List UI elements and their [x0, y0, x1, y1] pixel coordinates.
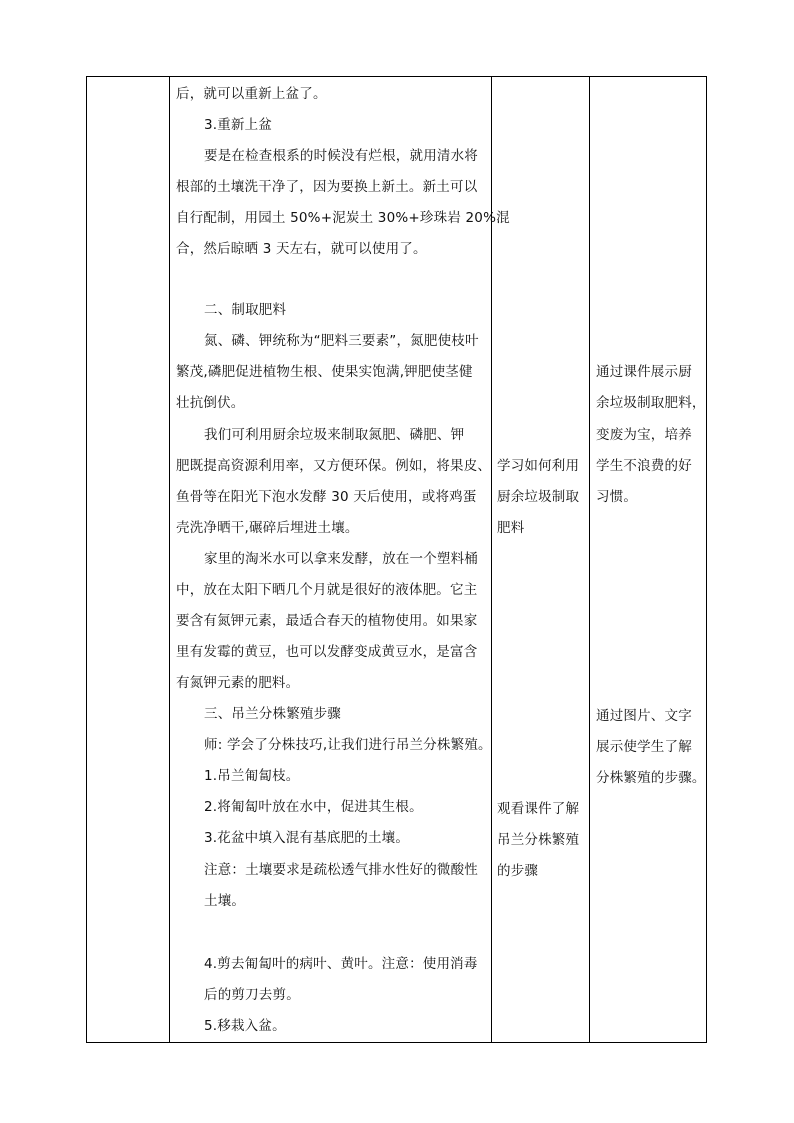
text-line: 自行配制，用园土 50%+泥炭土 30%+珍珠岩 20%混: [176, 210, 510, 226]
text-line: 有氮钾元素的肥料。: [176, 675, 300, 691]
activity-text: 的步骤: [497, 863, 539, 879]
step-item: 4.剪去匍匐叶的病叶、黄叶。注意：使用消毒: [204, 956, 478, 972]
text-line: 中，放在太阳下晒几个月就是很好的液体肥。它主: [176, 582, 478, 598]
activity-text: 吊兰分株繁殖: [497, 832, 580, 848]
text-line: 肥既提高资源利用率，又方便环保。例如，将果皮、: [176, 458, 492, 474]
text-line: 后，就可以重新上盆了。: [176, 86, 327, 102]
intent-text: 学生不浪费的好: [596, 458, 692, 474]
intent-text: 通过课件展示厨: [596, 364, 692, 380]
note-line: 土壤。: [204, 893, 246, 909]
note-line: 注意：土壤要求是疏松透气排水性好的微酸性: [204, 862, 478, 878]
text-line: 后的剪刀去剪。: [204, 987, 300, 1003]
teaching-process-column: [170, 77, 510, 1042]
step-item: 3.花盆中填入混有基底肥的土壤。: [204, 830, 410, 846]
intent-text: 展示使学生了解: [596, 739, 692, 755]
activity-text: 学习如何利用: [497, 458, 580, 474]
step-item: 1.吊兰匍匐枝。: [204, 768, 300, 784]
design-intent-column: [590, 77, 707, 1042]
student-activity-column: [492, 77, 588, 1042]
text-line: 我们可利用厨余垃圾来制取氮肥、磷肥、钾: [204, 427, 465, 443]
intent-text: 分株繁殖的步骤。: [596, 770, 706, 786]
intent-text: 通过图片、文字: [596, 708, 692, 724]
activity-text: 肥料: [497, 520, 525, 536]
text-line: 氮、磷、钾统称为“肥料三要素”，氮肥使枝叶: [204, 333, 479, 349]
text-line: 家里的淘米水可以拿来发酵，放在一个塑料桶: [204, 551, 478, 567]
text-line: 壮抗倒伏。: [176, 395, 245, 411]
step-item: 2.将匍匐叶放在水中，促进其生根。: [204, 799, 423, 815]
text-line: 壳洗净晒干,碾碎后埋进土壤。: [176, 520, 359, 536]
text-line: 要是在检查根系的时候没有烂根，就用清水将: [204, 148, 478, 164]
activity-text: 观看课件了解: [497, 801, 580, 817]
text-line: 繁茂,磷肥促进植物生根、使果实饱满,钾肥使茎健: [176, 364, 473, 380]
column-1-empty: [87, 77, 169, 1042]
intent-text: 习惯。: [596, 489, 638, 505]
text-line: 鱼骨等在阳光下泡水发酵 30 天后使用，或将鸡蛋: [176, 489, 477, 505]
intent-text: 余垃圾制取肥料，: [596, 395, 706, 411]
text-line: 师: 学会了分株技巧,让我们进行吊兰分株繁殖。: [204, 737, 492, 753]
lesson-table: [86, 76, 707, 1043]
text-line: 里有发霉的黄豆，也可以发酵变成黄豆水，是富含: [176, 644, 478, 660]
section-heading: 三、吊兰分株繁殖步骤: [204, 706, 341, 722]
intent-text: 变废为宝，培养: [596, 427, 692, 443]
section-heading: 二、制取肥料: [204, 302, 287, 318]
step-item: 5.移栽入盆。: [204, 1018, 286, 1034]
text-line: 要含有氮钾元素，最适合春天的植物使用。如果家: [176, 613, 478, 629]
text-line: 合，然后晾晒 3 天左右，就可以使用了。: [176, 241, 427, 257]
section-heading: 3.重新上盆: [204, 117, 273, 133]
text-line: 根部的土壤洗干净了，因为要换上新土。新土可以: [176, 179, 478, 195]
activity-text: 厨余垃圾制取: [497, 489, 580, 505]
